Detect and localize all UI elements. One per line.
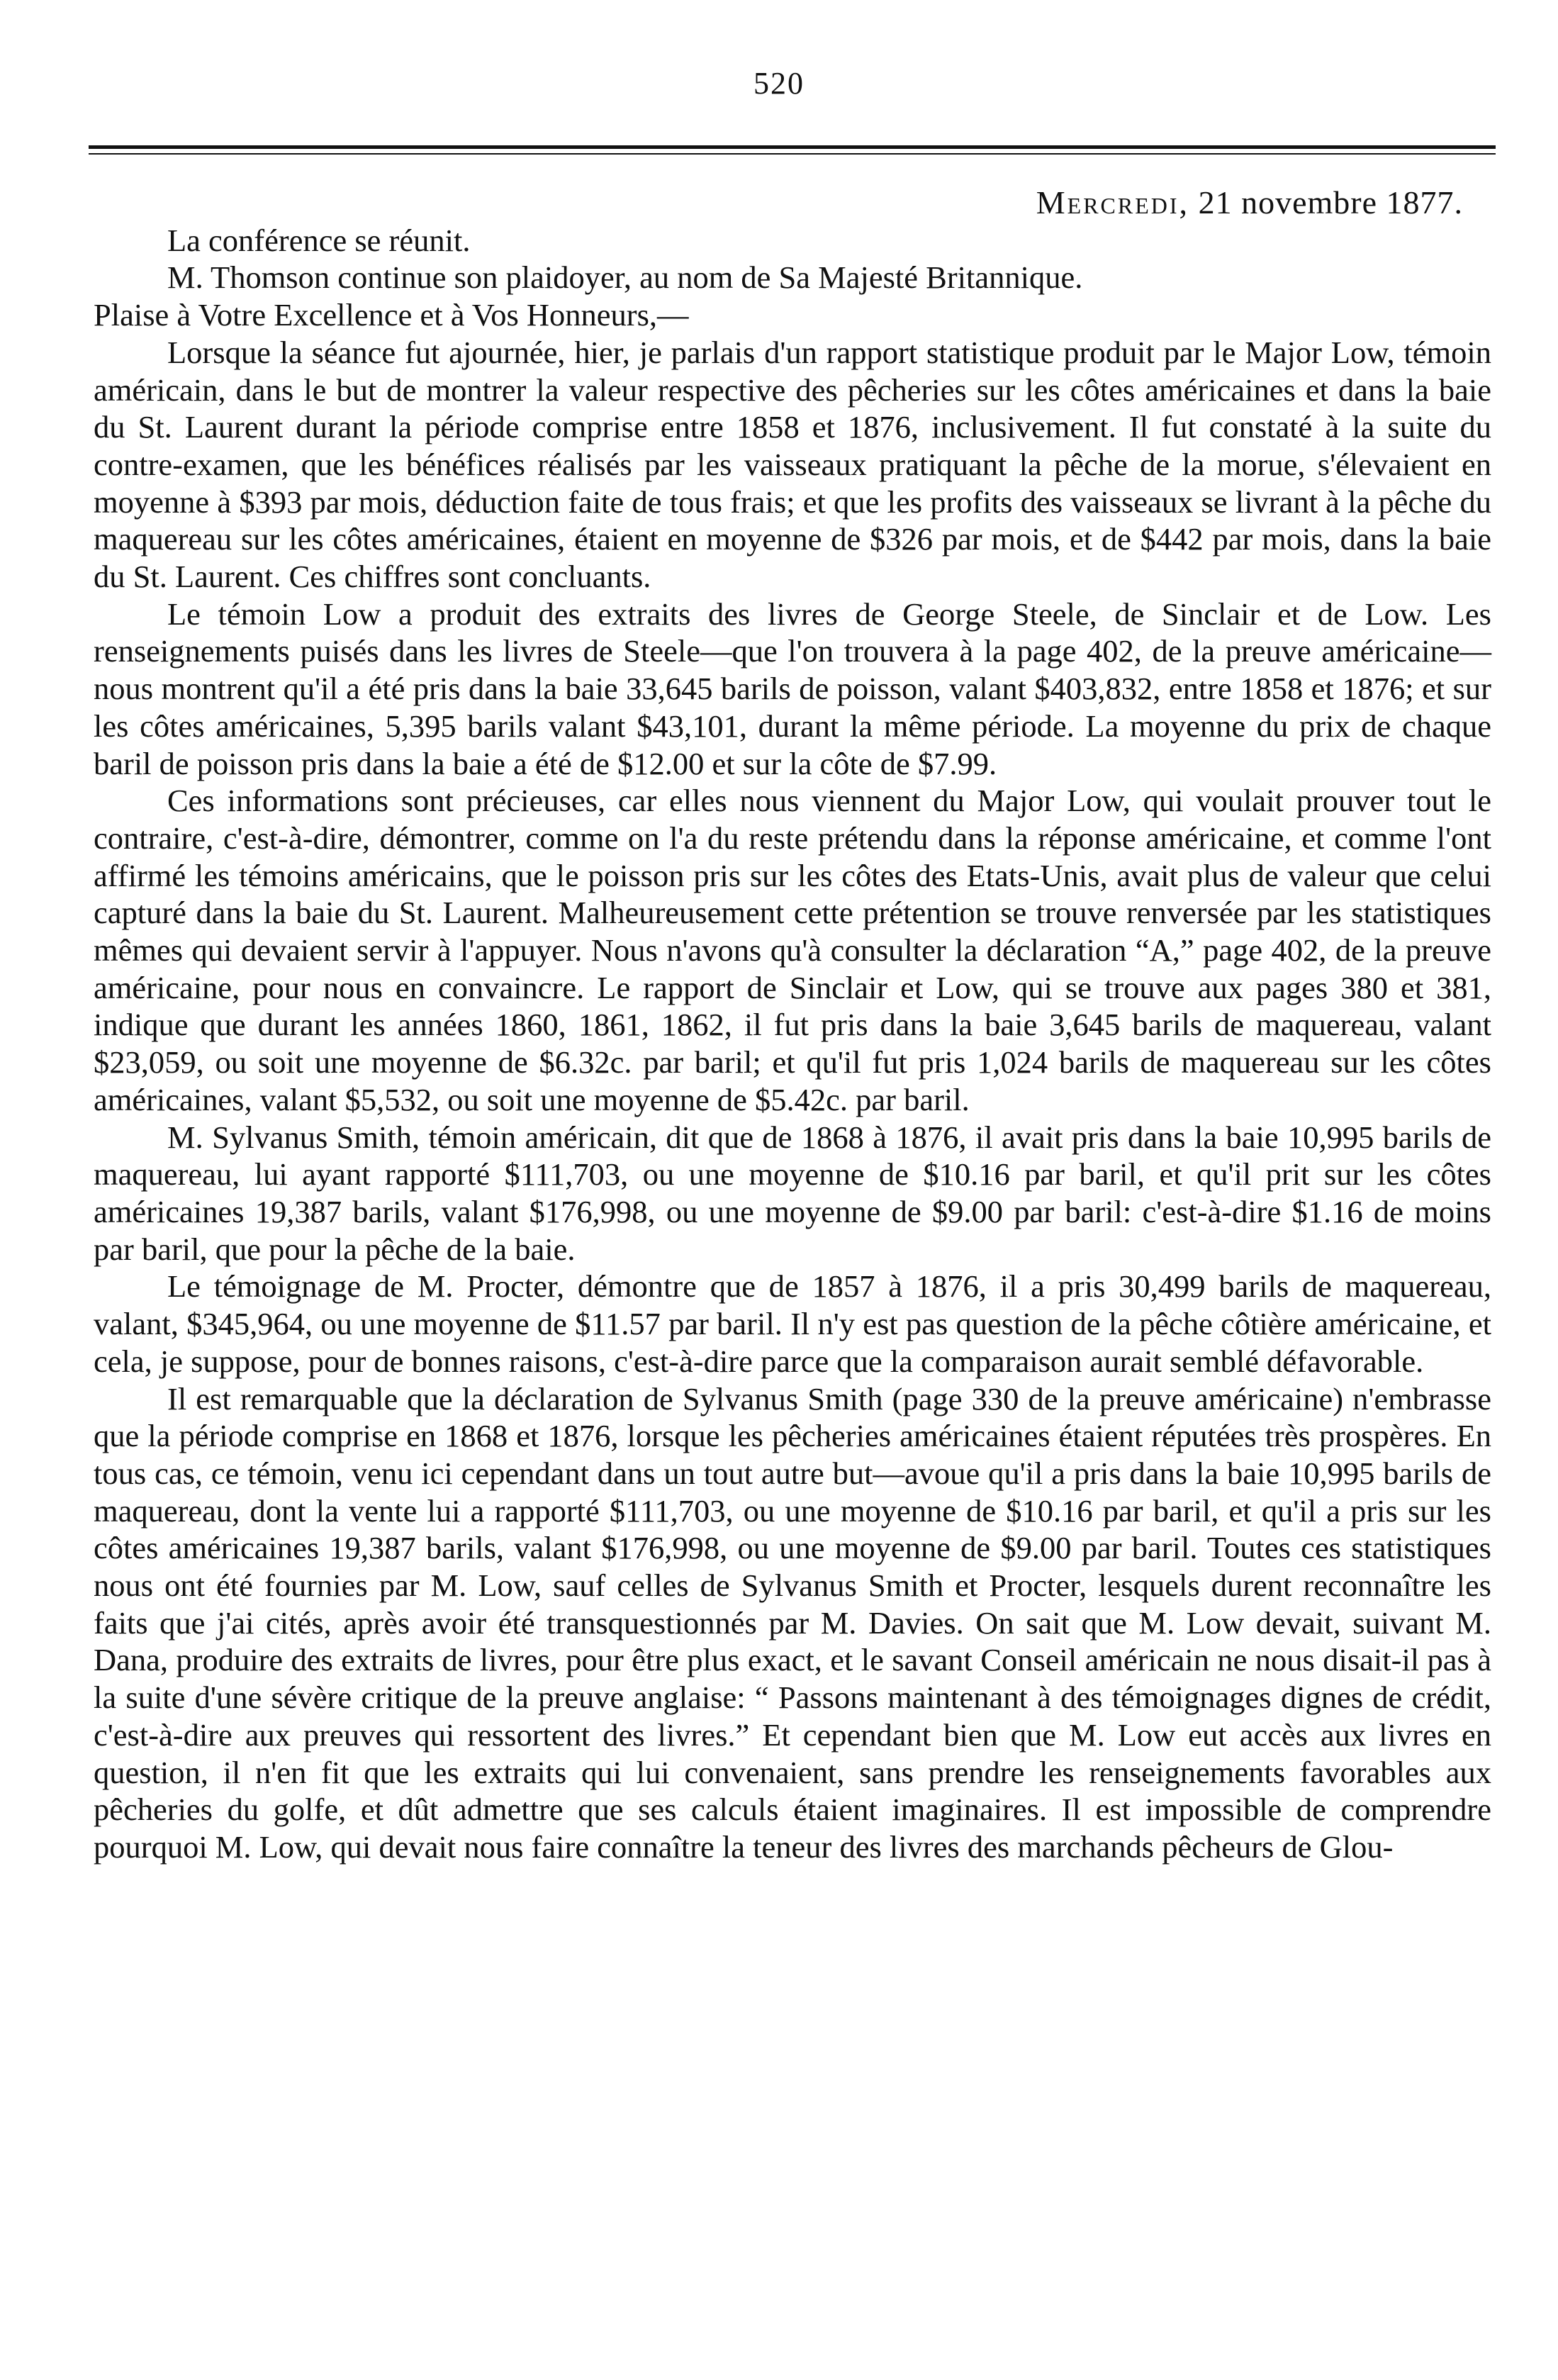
paragraph: Plaise à Votre Excellence et à Vos Honneurs,— [94, 297, 689, 333]
paragraph: Le témoignage de M. Procter, démontre que de 1857 à 1876, il a pris 30,499 barils de maquereau, valant, $345,964, ou une moyenne de $11.57 par baril. Il n'y est pas question de la pêche côtière américaine, et cela, je suppose, pour de bonnes raisons, c'est-à-dire parce que la comparaison aurait semblé défavorable. [94, 1268, 1491, 1379]
dateline-day: Mercredi, [1036, 184, 1190, 220]
paragraph: Il est remarquable que la déclaration de Sylvanus Smith (page 330 de la preuve américaine) n'embrasse que la période comprise en 1868 et 1876, lorsque les pêcheries américaines étaient réputées très prospères. En tous cas, ce témoin, venu ici cependant dans un tout autre but—avoue qu'il a pris dans la baie 10,995 barils de maquereau, dont la vente lui a rapporté $111,703, ou une moyenne de $10.16 par baril, et qu'il a pris sur les côtes américaines 19,387 barils, valant $176,998, ou une moyenne de $9.00 par baril. Toutes ces statistiques nous ont été fournies par M. Low, sauf celles de Sylvanus Smith et Procter, lesquels durent reconnaître les faits que j'ai cités, après avoir été transquestionnés par M. Davies. On sait que M. Low devait, suivant M. Dana, produire des extraits de livres, pour être plus exact, et le savant Conseil américain ne nous disait-il pas à la suite d'une sévère critique de la preuve anglaise: “ Passons maintenant à des témoignages dignes de crédit, c'est-à-dire aux preuves qui ressortent des livres.” Et cependant bien que M. Low eut accès aux livres en question, il n'en fit que les extraits qui lui convenaient, sans prendre les renseignements favorables aux pêcheries du golfe, et dût admettre que ses calculs étaient imaginaires. Il est impossible de comprendre pourquoi M. Low, qui devait nous faire connaître la teneur des livres des marchands pêcheurs de Glou- [94, 1380, 1491, 1865]
dateline-date: 21 novembre 1877. [1198, 184, 1463, 220]
paragraph: La conférence se réunit. [167, 222, 471, 258]
paragraph-list [94, 222, 1491, 1866]
paragraph: Le témoin Low a produit des extraits des livres de George Steele, de Sinclair et de Low. Les renseignements puisés dans les livres de Steele—que l'on trouvera à la page 402, de la preuve américaine—nous montrent qu'il a été pris dans la baie 33,645 barils de poisson, valant $403,832, entre 1858 et 1876; et sur les côtes américaines, 5,395 barils valant $43,101, durant la même période. La moyenne du prix de chaque baril de poisson pris dans la baie a été de $12.00 et sur la côte de $7.99. [94, 596, 1491, 781]
paragraph: M. Sylvanus Smith, témoin américain, dit que de 1868 à 1876, il avait pris dans la baie 10,995 barils de maquereau, lui ayant rapporté $111,703, ou une moyenne de $10.16 par baril, et qu'il prit sur les côtes américaines 19,387 barils, valant $176,998, ou une moyenne de $9.00 par baril: c'est-à-dire $1.16 de moins par baril, que pour la pêche de la baie. [94, 1119, 1491, 1267]
page-body [94, 184, 1491, 1866]
header-rule-thick [89, 145, 1496, 149]
header-rule-thin [89, 153, 1496, 155]
dateline [94, 184, 1491, 222]
page-number: 520 [753, 66, 805, 101]
paragraph: Ces informations sont précieuses, car elles nous viennent du Major Low, qui voulait prouver tout le contraire, c'est-à-dire, démontrer, comme on l'a du reste prétendu dans la réponse américaine, et comme l'ont affirmé les témoins américains, que le poisson pris sur les côtes des Etats-Unis, avait plus de valeur que celui capturé dans la baie du St. Laurent. Malheureusement cette prétention se trouve renversée par les statistiques mêmes qui devaient servir à l'appuyer. Nous n'avons qu'à consulter la déclaration “A,” page 402, de la preuve américaine, pour nous en convaincre. Le rapport de Sinclair et Low, qui se trouve aux pages 380 et 381, indique que durant les années 1860, 1861, 1862, il fut pris dans la baie 3,645 barils de maquereau, valant $23,059, ou soit une moyenne de $6.32c. par baril; et qu'il fut pris 1,024 barils de maquereau sur les côtes américaines, valant $5,532, ou soit une moyenne de $5.42c. par baril. [94, 783, 1491, 1117]
paragraph: M. Thomson continue son plaidoyer, au nom de Sa Majesté Britannique. [167, 259, 1083, 296]
paragraph: Lorsque la séance fut ajournée, hier, je parlais d'un rapport statistique produit par le Major Low, témoin américain, dans le but de montrer la valeur respective des pêcheries sur les côtes américaines et dans la baie du St. Laurent durant la période comprise entre 1858 et 1876, inclusivement. Il fut constaté à la suite du contre-examen, que les bénéfices réalisés par les vaisseaux pratiquant la pêche de la morue, s'élevaient en moyenne à $393 par mois, déduction faite de tous frais; et que les profits des vaisseaux se livrant à la pêche du maquereau sur les côtes américaines, étaient en moyenne de $326 par mois, et de $442 par mois, dans la baie du St. Laurent. Ces chiffres sont concluants. [94, 334, 1491, 595]
